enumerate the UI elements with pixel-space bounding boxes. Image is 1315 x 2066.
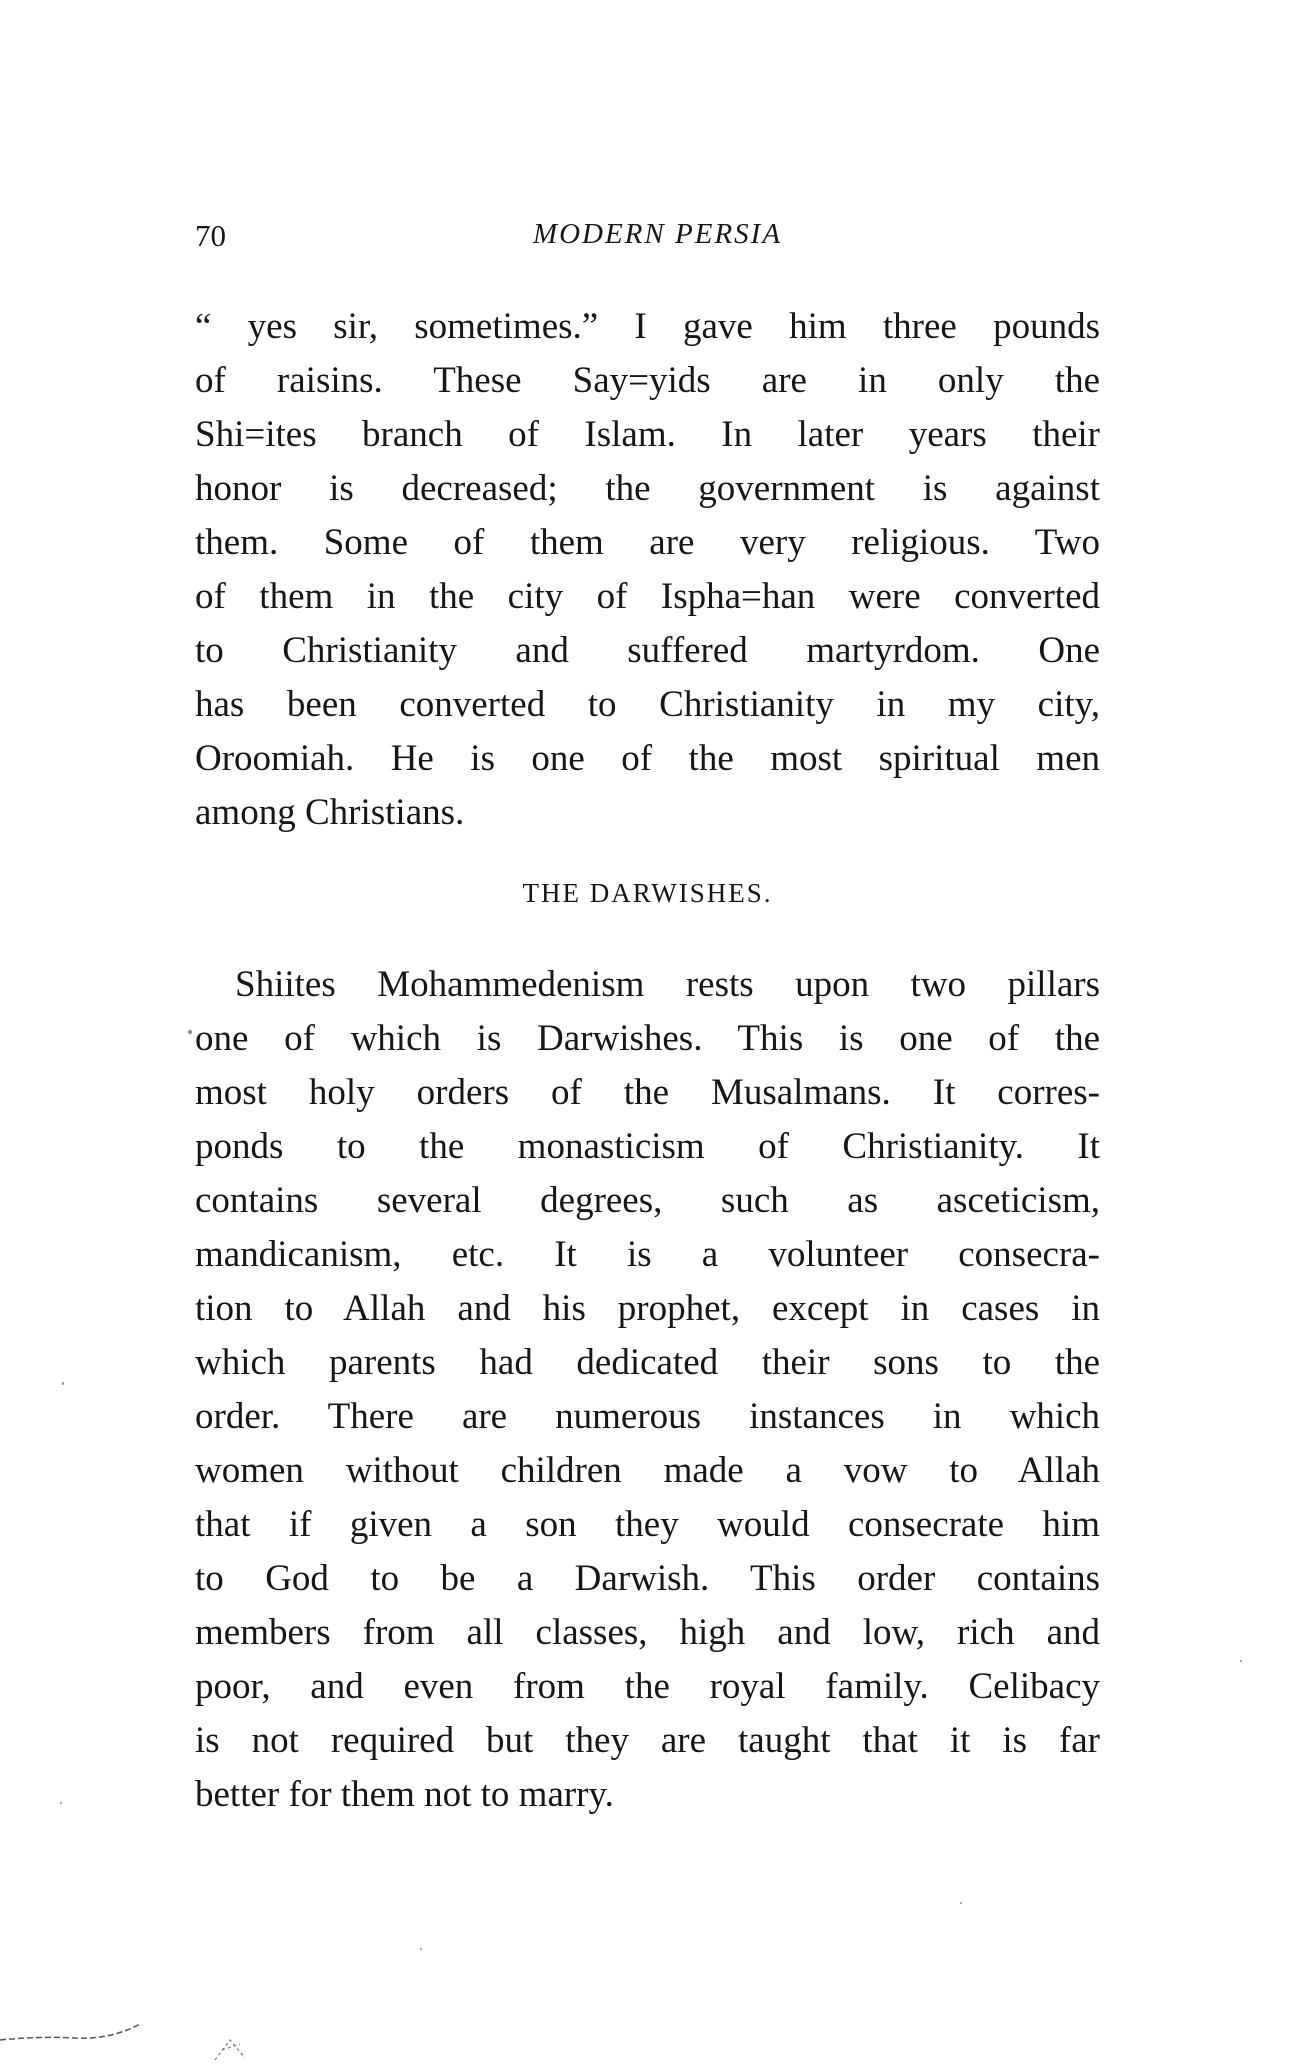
text-line: among Christians. bbox=[195, 792, 465, 833]
text-line: women without children made a vow to Allah bbox=[195, 1450, 1100, 1491]
text-line: Shi=ites branch of Islam. In later years their bbox=[195, 414, 1100, 455]
text-line: honor is decreased; the government is against bbox=[195, 468, 1100, 509]
text-line: has been converted to Christianity in my city, bbox=[195, 684, 1100, 725]
scan-speck bbox=[420, 1948, 422, 1950]
text-line: is not required but they are taught that it is far bbox=[195, 1720, 1100, 1761]
text-line: Shiites Mohammedenism rests upon two pillars bbox=[235, 964, 1100, 1005]
text-line: of raisins. These Say=yids are in only the bbox=[195, 360, 1100, 401]
page-number: 70 bbox=[195, 218, 226, 253]
text-line: one of which is Darwishes. This is one of the bbox=[195, 1018, 1100, 1059]
text-line: mandicanism, etc. It is a volunteer consecra- bbox=[195, 1234, 1100, 1275]
scan-smudge-left bbox=[0, 2018, 150, 2044]
text-line: tion to Allah and his prophet, except in cases in bbox=[195, 1288, 1100, 1329]
section-heading: THE DARWISHES. bbox=[522, 878, 773, 908]
text-line: contains several degrees, such as asceticism, bbox=[195, 1180, 1100, 1221]
text-line: them. Some of them are very religious. Two bbox=[195, 522, 1100, 563]
scan-speck bbox=[188, 1030, 192, 1034]
text-line: to Christianity and suffered martyrdom. One bbox=[195, 630, 1100, 671]
scan-speck bbox=[60, 1802, 62, 1804]
running-title: MODERN PERSIA bbox=[532, 218, 783, 250]
text-line: poor, and even from the royal family. Celibacy bbox=[195, 1666, 1100, 1707]
text-line: of them in the city of Ispha=han were converted bbox=[195, 576, 1100, 617]
scan-smudge-mid bbox=[210, 2030, 260, 2064]
text-line: Oroomiah. He is one of the most spiritual men bbox=[195, 738, 1100, 779]
running-head bbox=[195, 218, 1100, 258]
scan-speck bbox=[1240, 1660, 1242, 1662]
text-line: most holy orders of the Musalmans. It corres- bbox=[195, 1072, 1100, 1113]
scan-speck bbox=[960, 1902, 962, 1904]
text-line: “ yes sir, sometimes.” I gave him three pounds bbox=[195, 306, 1100, 347]
text-line: members from all classes, high and low, rich and bbox=[195, 1612, 1100, 1653]
scan-speck bbox=[62, 1382, 64, 1385]
text-line: ponds to the monasticism of Christianity. It bbox=[195, 1126, 1100, 1167]
text-line: that if given a son they would consecrate him bbox=[195, 1504, 1100, 1545]
text-line: which parents had dedicated their sons to the bbox=[195, 1342, 1100, 1383]
text-line: better for them not to marry. bbox=[195, 1774, 614, 1815]
text-line: to God to be a Darwish. This order contains bbox=[195, 1558, 1100, 1599]
paragraph-2 bbox=[195, 958, 1100, 1822]
text-line: order. There are numerous instances in which bbox=[195, 1396, 1100, 1437]
paragraph-1 bbox=[195, 300, 1100, 840]
